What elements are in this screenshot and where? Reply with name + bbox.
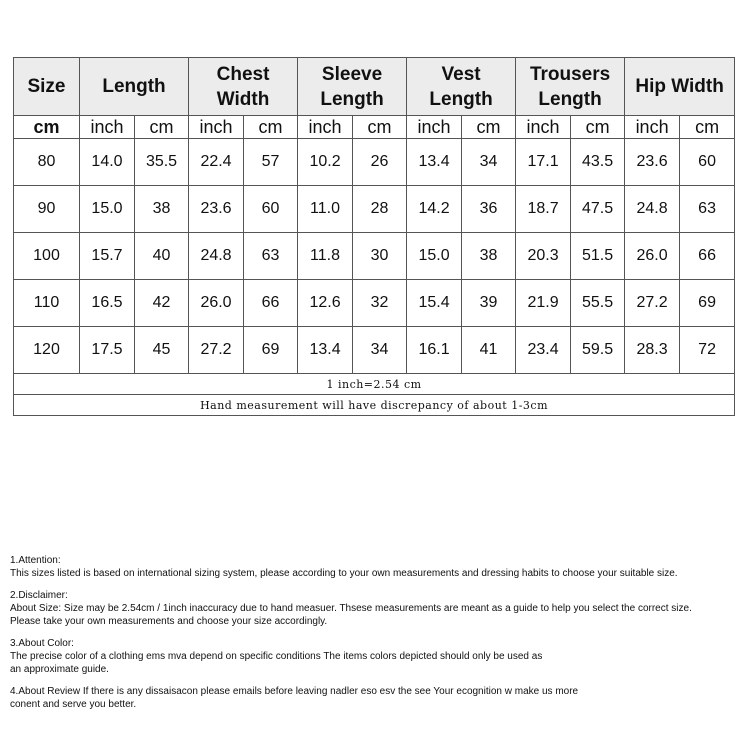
table-cell: 27.2: [625, 280, 680, 327]
note-line: 2.Disclaimer:: [10, 590, 68, 601]
table-cell: 26.0: [625, 233, 680, 280]
table-cell: 26: [353, 139, 407, 186]
note-line: an approximate guide.: [10, 664, 109, 675]
table-cell: 45: [135, 327, 189, 374]
table-cell: 69: [244, 327, 298, 374]
table-cell: 38: [135, 186, 189, 233]
discrepancy-note-row: [14, 395, 735, 416]
unit-cell: cm: [571, 116, 625, 139]
unit-cell: inch: [407, 116, 462, 139]
unit-cell: inch: [298, 116, 353, 139]
conversion-note-row: [14, 374, 735, 395]
header-chest-width: Chest Width: [189, 58, 298, 116]
table-cell: 63: [680, 186, 735, 233]
table-cell: 100: [14, 233, 80, 280]
table-cell: 10.2: [298, 139, 353, 186]
table-cell: 41: [462, 327, 516, 374]
note-line: conent and serve you better.: [10, 699, 137, 710]
table-row: [14, 139, 735, 186]
table-cell: 59.5: [571, 327, 625, 374]
note-disclaimer: [10, 589, 745, 628]
table-row: [14, 327, 735, 374]
table-cell: 110: [14, 280, 80, 327]
table-cell: 17.1: [516, 139, 571, 186]
table-cell: 90: [14, 186, 80, 233]
table-cell: 40: [135, 233, 189, 280]
unit-cell: cm: [680, 116, 735, 139]
table-cell: 11.8: [298, 233, 353, 280]
table-cell: 69: [680, 280, 735, 327]
table-cell: 15.4: [407, 280, 462, 327]
note-line: About Size: Size may be 2.54cm / 1inch inaccuracy due to hand measuer. Thsese measurements are meant as a guide to help you select the correct size.: [10, 603, 692, 614]
note-line: The precise color of a clothing ems mva depend on specific conditions The items colors depicted should only be used as: [10, 651, 543, 662]
table-cell: 57: [244, 139, 298, 186]
table-cell: 36: [462, 186, 516, 233]
table-cell: 120: [14, 327, 80, 374]
unit-cell: cm: [462, 116, 516, 139]
table-cell: 16.5: [80, 280, 135, 327]
table-cell: 51.5: [571, 233, 625, 280]
header-vest-length: Vest Length: [407, 58, 516, 116]
table-cell: 20.3: [516, 233, 571, 280]
note-attention: [10, 554, 745, 580]
table-cell: 63: [244, 233, 298, 280]
unit-cell: cm: [135, 116, 189, 139]
table-cell: 55.5: [571, 280, 625, 327]
table-cell: 15.0: [80, 186, 135, 233]
table-cell: 27.2: [189, 327, 244, 374]
header-length: Length: [80, 58, 189, 116]
table-cell: 23.6: [625, 139, 680, 186]
note-line: 1.Attention:: [10, 555, 61, 566]
table-cell: 60: [244, 186, 298, 233]
conversion-note: 1 inch=2.54 cm: [14, 374, 735, 395]
table-cell: 30: [353, 233, 407, 280]
table-cell: 72: [680, 327, 735, 374]
table-cell: 23.4: [516, 327, 571, 374]
unit-row: [14, 116, 735, 139]
table-cell: 66: [680, 233, 735, 280]
note-line: This sizes listed is based on international sizing system, please according to your own measurements and dressing habits to choose your suitable size.: [10, 568, 678, 579]
note-about-review: [10, 685, 745, 711]
header-sleeve-length: Sleeve Length: [298, 58, 407, 116]
table-cell: 80: [14, 139, 80, 186]
table-cell: 24.8: [625, 186, 680, 233]
table-cell: 15.0: [407, 233, 462, 280]
unit-cell: inch: [80, 116, 135, 139]
table-cell: 28.3: [625, 327, 680, 374]
size-chart-table: [13, 57, 735, 416]
header-size: Size: [14, 58, 80, 116]
table-cell: 22.4: [189, 139, 244, 186]
table-cell: 13.4: [407, 139, 462, 186]
unit-cell: cm: [353, 116, 407, 139]
table-cell: 21.9: [516, 280, 571, 327]
table-cell: 66: [244, 280, 298, 327]
table-cell: 16.1: [407, 327, 462, 374]
unit-cell: inch: [189, 116, 244, 139]
unit-cell-size: cm: [14, 116, 80, 139]
table-cell: 14.2: [407, 186, 462, 233]
table-cell: 34: [462, 139, 516, 186]
table-cell: 26.0: [189, 280, 244, 327]
table-cell: 11.0: [298, 186, 353, 233]
header-trousers-length: Trousers Length: [516, 58, 625, 116]
note-line: 4.About Review If there is any dissaisacon please emails before leaving nadler eso esv the see Your ecognition w make us more: [10, 686, 579, 697]
table-cell: 15.7: [80, 233, 135, 280]
table-cell: 35.5: [135, 139, 189, 186]
table-cell: 17.5: [80, 327, 135, 374]
table-cell: 60: [680, 139, 735, 186]
table-cell: 14.0: [80, 139, 135, 186]
table-cell: 47.5: [571, 186, 625, 233]
table-cell: 38: [462, 233, 516, 280]
note-about-color: [10, 637, 745, 676]
table-cell: 34: [353, 327, 407, 374]
table-cell: 39: [462, 280, 516, 327]
header-hip-width: Hip Width: [625, 58, 735, 116]
table-cell: 43.5: [571, 139, 625, 186]
table-row: [14, 233, 735, 280]
notes-section: [10, 554, 745, 720]
unit-cell: cm: [244, 116, 298, 139]
note-line: 3.About Color:: [10, 638, 74, 649]
table-row: [14, 280, 735, 327]
table-cell: 28: [353, 186, 407, 233]
table-row: [14, 186, 735, 233]
table-cell: 12.6: [298, 280, 353, 327]
unit-cell: inch: [516, 116, 571, 139]
table-cell: 13.4: [298, 327, 353, 374]
table-cell: 24.8: [189, 233, 244, 280]
discrepancy-note: Hand measurement will have discrepancy of about 1-3cm: [14, 395, 735, 416]
table-cell: 23.6: [189, 186, 244, 233]
header-row: [14, 58, 735, 116]
table-cell: 18.7: [516, 186, 571, 233]
table-cell: 42: [135, 280, 189, 327]
note-line: Please take your own measurements and choose your size accordingly.: [10, 616, 328, 627]
unit-cell: inch: [625, 116, 680, 139]
table-cell: 32: [353, 280, 407, 327]
